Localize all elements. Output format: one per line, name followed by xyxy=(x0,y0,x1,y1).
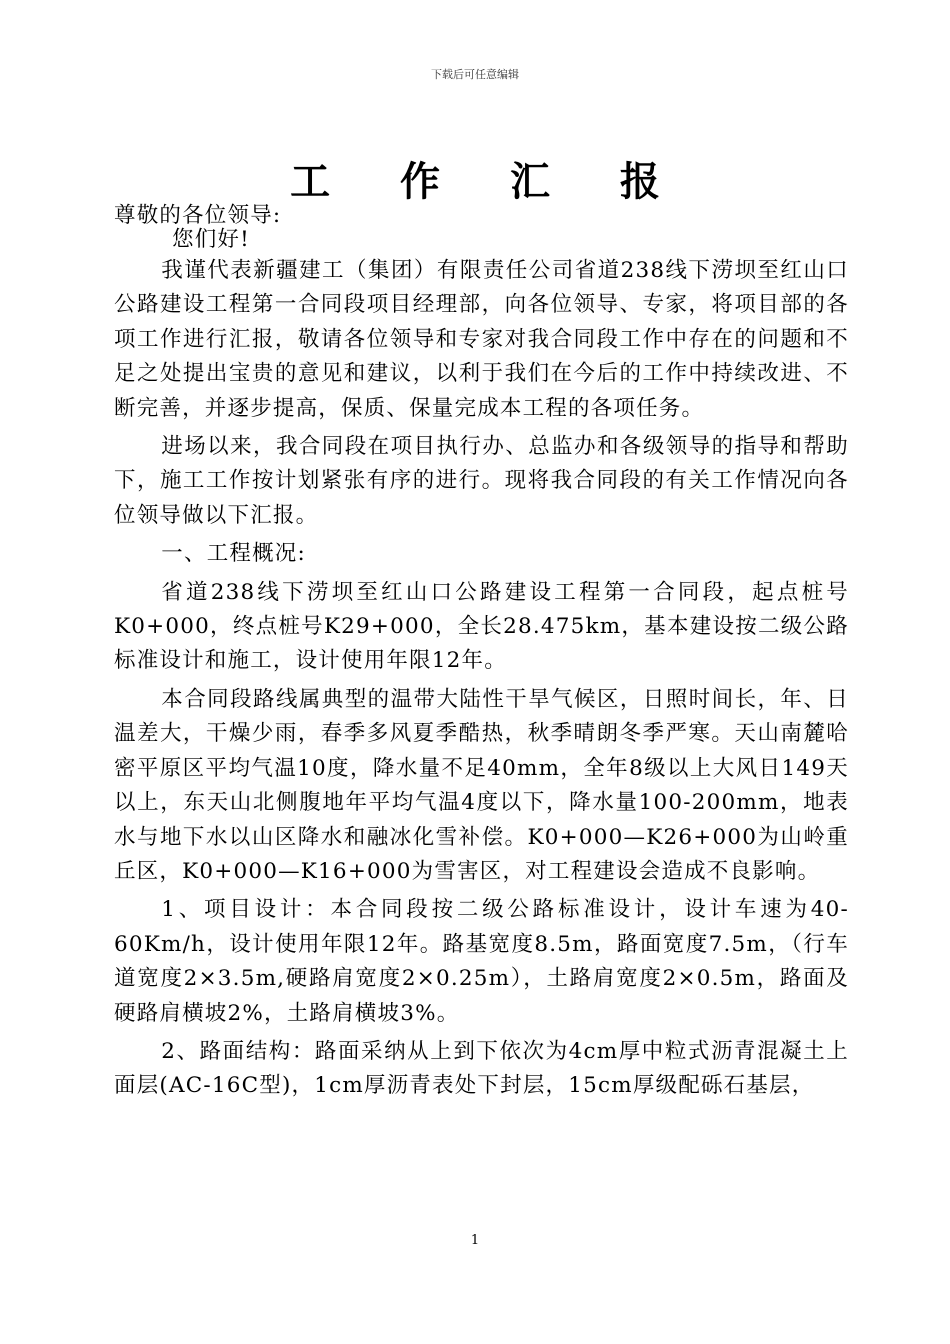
document-title: 工 作 汇 报 xyxy=(290,159,688,205)
paragraph-climate: 本合同段路线属典型的温带大陆性干旱气候区，日照时间长，年、日温差大，干燥少雨，春季多风夏季酷热，秋季晴朗冬季严寒。天山南麓哈密平原区平均气温10度，降水量不足40mm，全年8级以上大风日149天以上，东天山北侧腹地年平均气温4度以下，降水量100-200mm，地表水与地下水以山区降水和融冰化雪补偿。K0+000—K26+000为山岭重丘区，K0+000—K16+000为雪害区，对工程建设会造成不良影响。 xyxy=(114,686,849,884)
header-note: 下载后可任意编辑 xyxy=(431,68,519,81)
section-heading: 一、工程概况: xyxy=(161,541,306,567)
paragraph-progress: 进场以来，我合同段在项目执行办、总监办和各级领导的指导和帮助下，施工工作按计划紧张有序的进行。现将我合同段的有关工作情况向各位领导做以下汇报。 xyxy=(114,434,849,528)
paragraph-intro: 我谨代表新疆建工（集团）有限责任公司省道238线下涝坝至红山口公路建设工程第一合同段项目经理部，向各位领导、专家，将项目部的各项工作进行汇报，敬请各位领导和专家对我合同段工作中存在的问题和不足之处提出宝贵的意见和建议，以利于我们在今后的工作中持续改进、不断完善，并逐步提高，保质、保量完成本工程的各项任务。 xyxy=(114,258,849,421)
salutation: 您们好! xyxy=(172,227,250,252)
page-number: 1 xyxy=(470,1233,480,1248)
paragraph-design: 1、项目设计：本合同段按二级公路标准设计，设计车速为40-60Km/h，设计使用年限12年。路基宽度8.5m，路面宽度7.5m，（行车道宽度2×3.5m,硬路肩宽度2×0.25m），土路肩宽度2×0.5m，路面及硬路肩横坡2%，土路肩横坡3%。 xyxy=(114,897,849,1026)
paragraph-project-scope: 省道238线下涝坝至红山口公路建设工程第一合同段，起点桩号K0+000，终点桩号K29+000，全长28.475km，基本建设按二级公路标准设计和施工，设计使用年限12年。 xyxy=(114,579,849,674)
document-body xyxy=(114,204,849,1108)
paragraph-pavement: 2、路面结构：路面采纳从上到下依次为4cm厚中粒式沥青混凝土上面层(AC-16C型)，1cm厚沥青表处下封层，15cm厚级配砾石基层， xyxy=(114,1038,849,1099)
greeting: 尊敬的各位领导: xyxy=(114,203,282,228)
